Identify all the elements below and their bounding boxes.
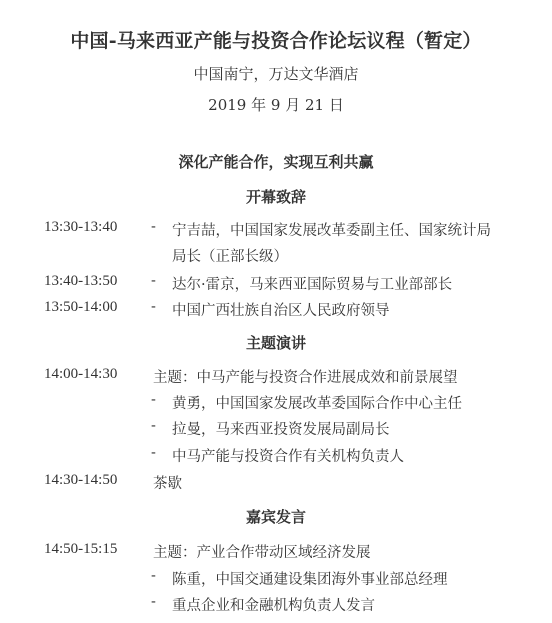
forum-theme: 深化产能合作，实现互利共赢 bbox=[178, 153, 374, 171]
section-heading-guest-speeches: 嘉宾发言 bbox=[245, 508, 306, 526]
agenda-time: 13:50-14:00 bbox=[44, 299, 118, 315]
agenda-row bbox=[0, 472, 552, 496]
agenda-row bbox=[0, 418, 552, 442]
agenda-time: 14:50-15:15 bbox=[44, 541, 118, 557]
agenda-text: 主题：中马产能与投资合作进展成效和前景展望 bbox=[153, 370, 458, 386]
section-heading-keynote: 主题演讲 bbox=[245, 334, 306, 352]
agenda-row bbox=[0, 568, 552, 592]
agenda-bullet: - bbox=[151, 299, 156, 315]
agenda-time: 13:30-13:40 bbox=[44, 219, 118, 235]
agenda-text: 重点企业和金融机构负责人发言 bbox=[172, 598, 375, 614]
document-title: 中国-马来西亚产能与投资合作论坛议程（暂定） bbox=[70, 30, 482, 52]
agenda-bullet: - bbox=[151, 273, 156, 289]
agenda-row bbox=[0, 594, 552, 618]
agenda-text: 黄勇，中国国家发展改革委国际合作中心主任 bbox=[172, 396, 462, 412]
agenda-row bbox=[0, 299, 552, 323]
agenda-text: 达尔·雷京，马来西亚国际贸易与工业部部长 bbox=[172, 277, 453, 293]
agenda-row bbox=[0, 366, 552, 390]
date-line: 2019 年 9 月 21 日 bbox=[208, 96, 344, 114]
agenda-text: 茶歇 bbox=[153, 476, 182, 492]
agenda-bullet: - bbox=[151, 392, 156, 408]
section-heading-opening: 开幕致辞 bbox=[245, 188, 306, 206]
agenda-bullet: - bbox=[151, 594, 156, 610]
agenda-row bbox=[0, 445, 552, 469]
agenda-row bbox=[0, 541, 552, 565]
agenda-text: 拉曼，马来西亚投资发展局副局长 bbox=[172, 422, 390, 438]
agenda-bullet: - bbox=[151, 418, 156, 434]
agenda-text: 局长（正部长级） bbox=[172, 249, 288, 265]
agenda-row bbox=[0, 392, 552, 416]
agenda-bullet: - bbox=[151, 568, 156, 584]
agenda-text: 主题：产业合作带动区域经济发展 bbox=[153, 545, 371, 561]
agenda-bullet: - bbox=[151, 219, 156, 235]
agenda-time: 14:00-14:30 bbox=[44, 366, 118, 382]
agenda-text: 中马产能与投资合作有关机构负责人 bbox=[172, 449, 404, 465]
venue-line: 中国南宁，万达文华酒店 bbox=[193, 65, 359, 83]
agenda-text: 宁吉喆，中国国家发展改革委副主任、国家统计局 bbox=[172, 223, 491, 239]
agenda-bullet: - bbox=[151, 445, 156, 461]
agenda-text: 中国广西壮族自治区人民政府领导 bbox=[172, 303, 390, 319]
agenda-time: 13:40-13:50 bbox=[44, 273, 118, 289]
agenda-row bbox=[0, 219, 552, 243]
agenda-text: 陈重，中国交通建设集团海外事业部总经理 bbox=[172, 572, 448, 588]
agenda-time: 14:30-14:50 bbox=[44, 472, 118, 488]
agenda-row bbox=[0, 245, 552, 269]
agenda-row bbox=[0, 273, 552, 297]
